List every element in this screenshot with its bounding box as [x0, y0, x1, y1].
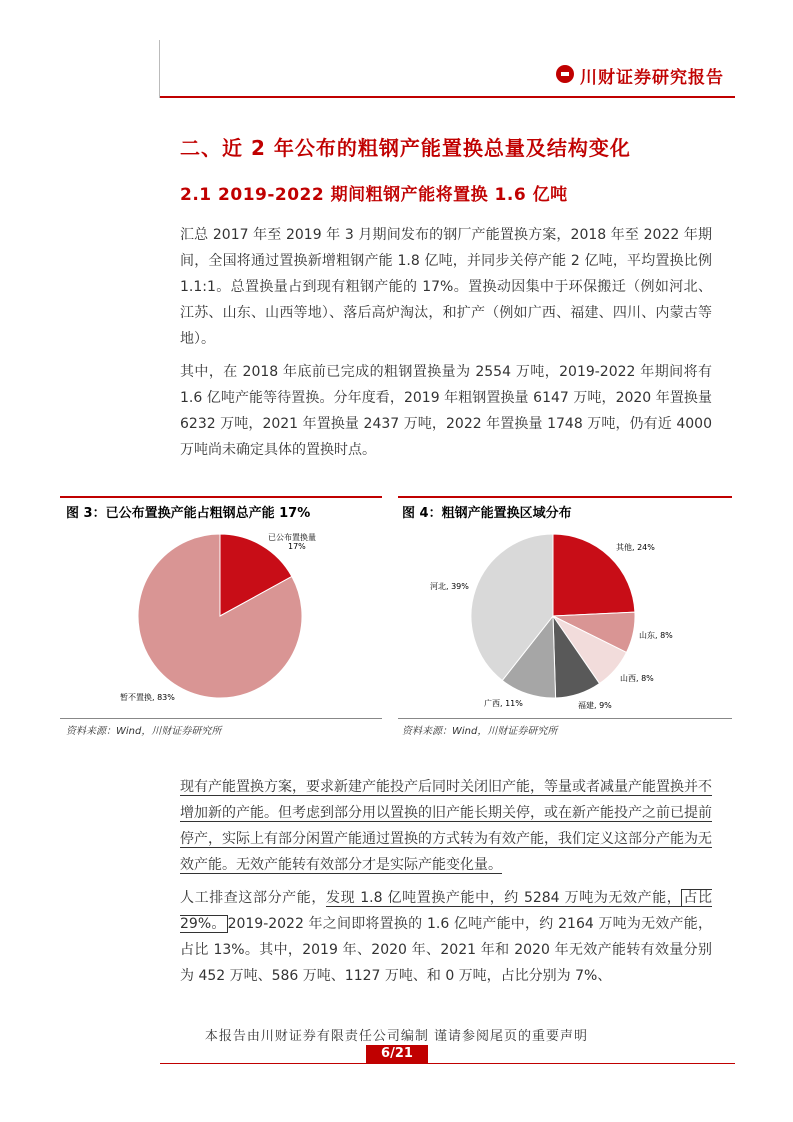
footer-disclaimer: 本报告由川财证券有限责任公司编制 谨请参阅尾页的重要声明 — [204, 1029, 589, 1044]
highlight-29pct: 占比 29%。 — [180, 890, 713, 932]
fig3-label-not-replaced: 暂不置换, 83% — [120, 693, 175, 702]
fig4-label-fujian: 福建, 9% — [578, 701, 612, 710]
fig3-source: 资料来源：Wind，川财证券研究所 — [66, 726, 222, 737]
fig3-bottom-rule — [60, 718, 382, 719]
fig3-title: 图 3：已公布置换产能占粗钢总产能 17% — [66, 506, 311, 521]
paragraph-2: 其中，在 2018 年底前已完成的粗钢置换量为 2554 万吨，2019-2022 年期间将有 1.6 亿吨产能等待置换。分年度看，2019 年粗钢置换量 6147 万吨，2020 年置换量 6232 万吨，2021 年置换量 2437 万吨，2022 年置换量 1748 万吨，仍有近 4000 万吨尚未确定具体的置换时点。 — [180, 364, 712, 458]
subsection-title: 2.1 2019-2022 期间粗钢产能将置换 1.6 亿吨 — [180, 185, 568, 205]
fig4-label-other: 其他, 24% — [616, 543, 655, 552]
body-text-bottom — [180, 774, 712, 989]
fig3-label-announced: 已公布置换量 — [268, 533, 316, 542]
footer-rule — [160, 1063, 735, 1064]
fig3-pie-slices — [138, 534, 302, 698]
fig4-label-shandong: 山东, 8% — [639, 631, 673, 640]
page-number: 6/21 — [366, 1045, 428, 1063]
fig4-pie-chart — [398, 520, 732, 710]
paragraph-4: 人工排查这部分产能，发现 1.8 亿吨置换产能中，约 5284 万吨为无效产能， 占比 29%。 2019-2022 年之间即将置换的 1.6 亿吨产能中，约 2164 万吨为无效产能，占比 13%。其中，2019 年、2020 年、2021 年和 2020 年无效产能转有效量分别为 452 万吨、586 万吨、1127 万吨、和 0 万吨，占比分别为 7%、 — [180, 890, 713, 984]
fig3-label-not-replaced-pct: 83% — [157, 693, 175, 702]
paragraph-3: 现有产能置换方案，要求新建产能投产后同时关闭旧产能，等量或者减量产能置换并不增加新的产能。但考虑到部分用以置换的旧产能长期关停，或在新产能投产之前已提前停产，实际上有部分闲置产能通过置换的方式转为有效产能，我们定义这部分产能为无效产能。无效产能转有效部分才是实际产能变化量。 — [180, 779, 712, 873]
fig4-pie-slices — [471, 534, 635, 698]
report-name: 川财证券研究报告 — [580, 68, 724, 88]
fig3-top-rule — [60, 496, 382, 498]
fig4-bottom-rule — [398, 718, 732, 719]
header-rule — [160, 96, 735, 98]
header-divider — [159, 40, 160, 98]
fig4-top-rule — [398, 496, 732, 498]
fig3-pie-chart — [60, 520, 382, 710]
chuancai-logo-icon — [556, 65, 574, 83]
fig3-label-not-replaced-name: 暂不置换 — [120, 693, 152, 702]
fig4-title: 图 4：粗钢产能置换区域分布 — [402, 506, 572, 521]
fig3-label-announced-pct: 17% — [288, 542, 306, 551]
fig4-label-guangxi: 广西, 11% — [484, 699, 523, 708]
section-title: 二、近 2 年公布的粗钢产能置换总量及结构变化 — [180, 136, 631, 160]
paragraph-1: 汇总 2017 年至 2019 年 3 月期间发布的钢厂产能置换方案，2018 年至 2022 年期间，全国将通过置换新增粗钢产能 1.8 亿吨，并同步关停产能 2 亿吨，平均置换比例 1.1:1。总置换量占到现有粗钢产能的 17%。置换动因集中于环保搬迁（例如河北、江苏、山东、山西等地）、落后高炉淘汰，和扩产（例如广西、福建、四川、内蒙古等地）。 — [180, 227, 712, 347]
body-text-top — [180, 222, 712, 463]
fig4-label-hebei: 河北, 39% — [430, 582, 469, 591]
fig4-label-shanxi: 山西, 8% — [620, 674, 654, 683]
fig4-source: 资料来源：Wind，川财证券研究所 — [402, 726, 558, 737]
